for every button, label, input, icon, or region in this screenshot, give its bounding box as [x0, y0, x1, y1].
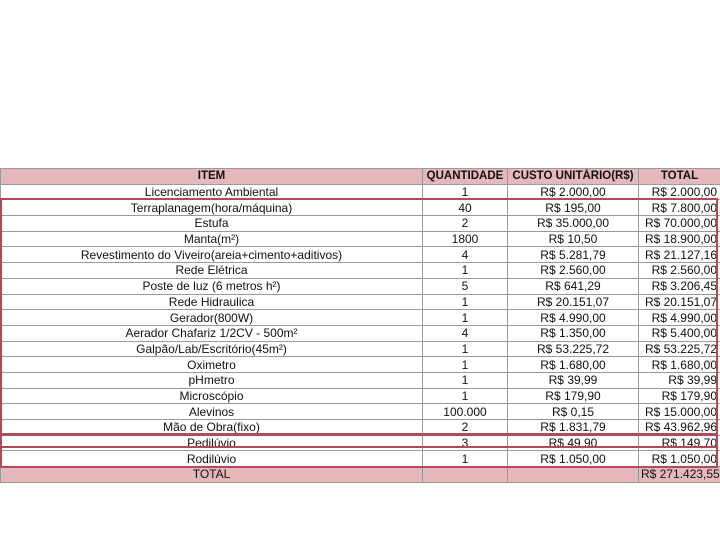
- table-row: [1, 216, 720, 232]
- cost-spreadsheet: [0, 168, 720, 483]
- total-cell: R$ 5.400,00: [639, 325, 720, 341]
- table-row: [1, 184, 720, 200]
- quantity-cell: 1: [423, 451, 508, 467]
- quantity-cell: 2: [423, 216, 508, 232]
- header-total: TOTAL: [639, 169, 720, 185]
- table-row: [1, 294, 720, 310]
- table-row: [1, 325, 720, 341]
- item-cell: Oximetro: [1, 357, 423, 373]
- total-cell: R$ 3.206,45: [639, 278, 720, 294]
- total-cell: R$ 21.127,16: [639, 247, 720, 263]
- unit-cost-cell: R$ 2.560,00: [508, 263, 639, 279]
- table-body: [1, 184, 720, 482]
- unit-cost-cell: R$ 179,90: [508, 388, 639, 404]
- total-cell: R$ 53.225,72: [639, 341, 720, 357]
- quantity-cell: 3: [423, 435, 508, 451]
- total-row: [1, 467, 720, 483]
- total-cell: R$ 179,90: [639, 388, 720, 404]
- table-row: [1, 357, 720, 373]
- item-cell: Revestimento do Viveiro(areia+cimento+aditivos): [1, 247, 423, 263]
- item-cell: Poste de luz (6 metros h²): [1, 278, 423, 294]
- item-cell: Manta(m²): [1, 231, 423, 247]
- header-row: [1, 169, 720, 185]
- quantity-cell: 1800: [423, 231, 508, 247]
- unit-cost-cell: R$ 2.000,00: [508, 184, 639, 200]
- total-cell: R$ 2.560,00: [639, 263, 720, 279]
- table-row: [1, 435, 720, 451]
- unit-cost-cell: R$ 641,29: [508, 278, 639, 294]
- empty-cell: [508, 467, 639, 483]
- unit-cost-cell: R$ 49,90: [508, 435, 639, 451]
- quantity-cell: 4: [423, 325, 508, 341]
- quantity-cell: 1: [423, 294, 508, 310]
- item-cell: Aerador Chafariz 1/2CV - 500m²: [1, 325, 423, 341]
- item-cell: Terraplanagem(hora/máquina): [1, 200, 423, 216]
- item-cell: Rodilúvio: [1, 451, 423, 467]
- table-row: [1, 310, 720, 326]
- table-row: [1, 420, 720, 436]
- quantity-cell: 1: [423, 341, 508, 357]
- unit-cost-cell: R$ 4.990,00: [508, 310, 639, 326]
- unit-cost-cell: R$ 20.151,07: [508, 294, 639, 310]
- total-cell: R$ 7.800,00: [639, 200, 720, 216]
- table-row: [1, 404, 720, 420]
- total-cell: R$ 18.900,00: [639, 231, 720, 247]
- total-cell: R$ 1.050,00: [639, 451, 720, 467]
- total-cell: R$ 149,70: [639, 435, 720, 451]
- unit-cost-cell: R$ 10,50: [508, 231, 639, 247]
- quantity-cell: 1: [423, 357, 508, 373]
- cost-table: [0, 168, 720, 483]
- table-row: [1, 231, 720, 247]
- total-cell: R$ 70.000,00: [639, 216, 720, 232]
- item-cell: Microscópio: [1, 388, 423, 404]
- table-row: [1, 388, 720, 404]
- unit-cost-cell: R$ 1.050,00: [508, 451, 639, 467]
- quantity-cell: 4: [423, 247, 508, 263]
- grand-total-value: R$ 271.423,55: [639, 467, 720, 483]
- unit-cost-cell: R$ 1.680,00: [508, 357, 639, 373]
- quantity-cell: 2: [423, 420, 508, 436]
- empty-cell: [423, 467, 508, 483]
- unit-cost-cell: R$ 39,99: [508, 372, 639, 388]
- unit-cost-cell: R$ 1.831,79: [508, 420, 639, 436]
- total-label: TOTAL: [1, 467, 423, 483]
- unit-cost-cell: R$ 0,15: [508, 404, 639, 420]
- item-cell: Gerador(800W): [1, 310, 423, 326]
- item-cell: Estufa: [1, 216, 423, 232]
- item-cell: Pedilúvio: [1, 435, 423, 451]
- unit-cost-cell: R$ 1.350,00: [508, 325, 639, 341]
- quantity-cell: 5: [423, 278, 508, 294]
- quantity-cell: 1: [423, 263, 508, 279]
- item-cell: Licenciamento Ambiental: [1, 184, 423, 200]
- quantity-cell: 1: [423, 310, 508, 326]
- item-cell: Mão de Obra(fixo): [1, 420, 423, 436]
- quantity-cell: 1: [423, 388, 508, 404]
- header-item: ITEM: [1, 169, 423, 185]
- header-quantity: QUANTIDADE: [423, 169, 508, 185]
- table-row: [1, 372, 720, 388]
- total-cell: R$ 43.962,96: [639, 420, 720, 436]
- item-cell: Galpão/Lab/Escritório(45m²): [1, 341, 423, 357]
- quantity-cell: 40: [423, 200, 508, 216]
- total-cell: R$ 15.000,00: [639, 404, 720, 420]
- table-row: [1, 341, 720, 357]
- table-row: [1, 200, 720, 216]
- unit-cost-cell: R$ 195,00: [508, 200, 639, 216]
- quantity-cell: 1: [423, 372, 508, 388]
- item-cell: Rede Elétrica: [1, 263, 423, 279]
- total-cell: R$ 20.151,07: [639, 294, 720, 310]
- unit-cost-cell: R$ 35.000,00: [508, 216, 639, 232]
- total-cell: R$ 2.000,00: [639, 184, 720, 200]
- table-row: [1, 263, 720, 279]
- item-cell: pHmetro: [1, 372, 423, 388]
- quantity-cell: 1: [423, 184, 508, 200]
- total-cell: R$ 39,99: [639, 372, 720, 388]
- total-cell: R$ 4.990,00: [639, 310, 720, 326]
- item-cell: Rede Hidraulica: [1, 294, 423, 310]
- quantity-cell: 100.000: [423, 404, 508, 420]
- unit-cost-cell: R$ 5.281,79: [508, 247, 639, 263]
- table-row: [1, 451, 720, 467]
- total-cell: R$ 1.680,00: [639, 357, 720, 373]
- header-unit-cost: CUSTO UNITÁRIO(R$): [508, 169, 639, 185]
- unit-cost-cell: R$ 53.225,72: [508, 341, 639, 357]
- table-row: [1, 247, 720, 263]
- item-cell: Alevinos: [1, 404, 423, 420]
- table-row: [1, 278, 720, 294]
